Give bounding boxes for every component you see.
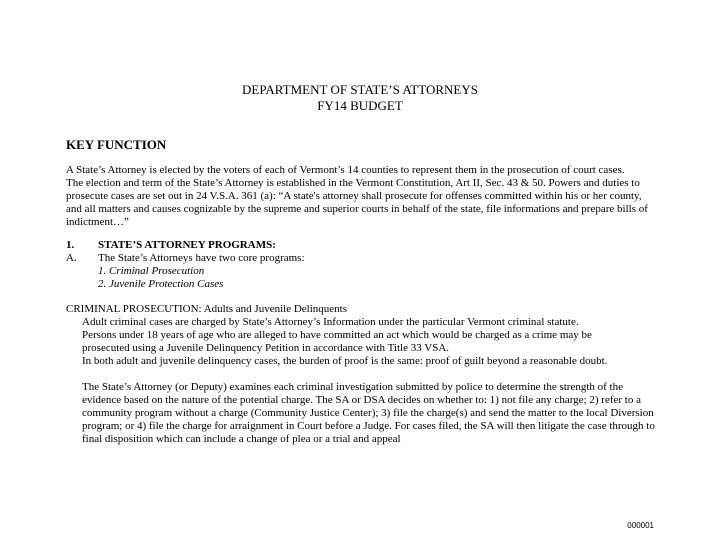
section-number: 1. — [66, 239, 75, 251]
screening-paragraph-line: The State’s Attorney (or Deputy) examines each criminal investigation submitted by police to determine the strength of the — [82, 381, 623, 393]
key-function-heading: KEY FUNCTION — [66, 137, 167, 152]
criminal-prosecution-heading: CRIMINAL PROSECUTION: Adults and Juvenile Delinquents — [66, 303, 347, 315]
key-function-paragraph — [66, 164, 666, 229]
programs-subsection-row — [66, 252, 305, 265]
paragraph-line: indictment…” — [66, 216, 129, 228]
criminal-prosecution-line: In both adult and juvenile delinquency cases, the burden of proof is the same: proof of guilt beyond a reasonable doubt. — [82, 355, 608, 367]
screening-paragraph-line: final disposition which can include a change of plea or a trial and appeal — [82, 433, 401, 445]
programs-intro-text: The State’s Attorneys have two core programs: — [98, 252, 305, 264]
budget-title: FY14 BUDGET — [317, 98, 403, 113]
program-item-criminal-prosecution: 1. Criminal Prosecution — [98, 265, 205, 277]
screening-paragraph-line: evidence based on the nature of the potential charge. The SA or DSA decides on whether to: 1) not file any charge; 2) refer to a — [82, 394, 641, 406]
paragraph-line: A State’s Attorney is elected by the voters of each of Vermont’s 14 counties to represent them in the prosecution of court cases. — [66, 164, 625, 176]
paragraph-line: The election and term of the State’s Attorney is established in the Vermont Constitution, Art II, Sec. 43 & 50. Powers and duties to — [66, 177, 640, 189]
criminal-prosecution-line: Persons under 18 years of age who are alleged to have committed an act which would be charged as a crime may be — [82, 329, 592, 341]
program-item-juvenile-protection: 2. Juvenile Protection Cases — [98, 278, 224, 290]
page-number: 000001 — [627, 521, 654, 530]
programs-heading: STATE’S ATTORNEY PROGRAMS: — [98, 239, 276, 251]
criminal-prosecution-line: Adult criminal cases are charged by State’s Attorney’s Information under the particular Vermont criminal statute. — [82, 316, 579, 328]
screening-paragraph-line: program; or 4) file the charge for arraignment in Court before a Judge. For cases filed, the SA will then litigate the case through to — [82, 420, 655, 432]
paragraph-line: prosecute cases are set out in 24 V.S.A. 361 (a): “A state's attorney shall prosecute for offenses committed within his or her county, — [66, 190, 642, 202]
criminal-prosecution-line: prosecuted using a Juvenile Delinquency Petition in accordance with Title 33 VSA. — [82, 342, 450, 354]
paragraph-line: and all matters and causes cognizable by the supreme and superior courts in behalf of the state, file informations and prepare bills of — [66, 203, 648, 215]
department-title: DEPARTMENT OF STATE’S ATTORNEYS — [242, 82, 478, 97]
screening-paragraph-line: community program without a charge (Community Justice Center); 3) file the charge(s) and send the matter to the local Diversion — [82, 407, 654, 419]
subsection-letter: A. — [66, 252, 77, 264]
programs-heading-row — [66, 239, 276, 252]
